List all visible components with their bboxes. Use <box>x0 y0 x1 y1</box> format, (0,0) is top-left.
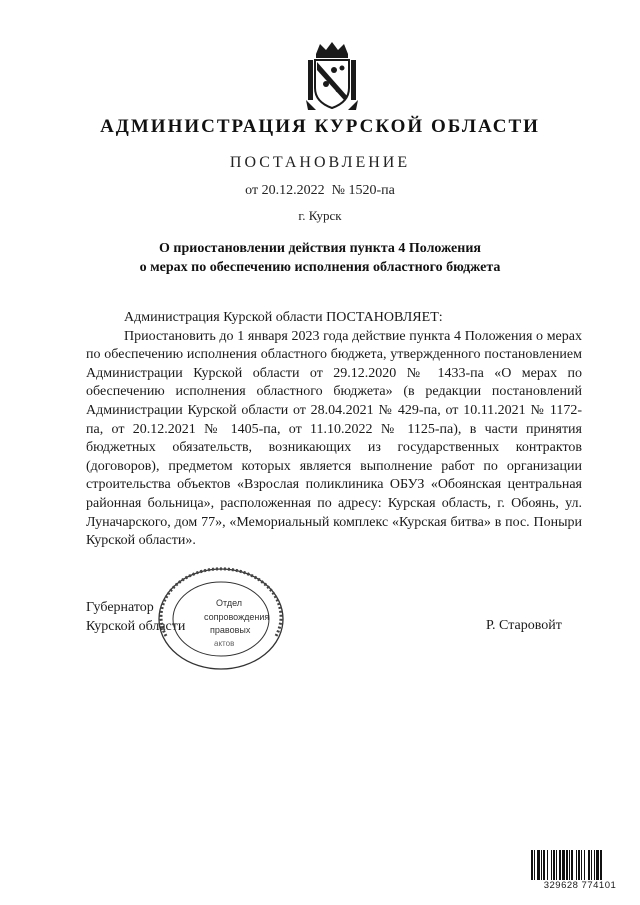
preamble: Администрация Курской области ПОСТАНОВЛЯЕТ: <box>124 310 443 325</box>
barcode-number: 329628 774101 <box>530 880 630 891</box>
document-body <box>86 309 582 551</box>
office-stamp <box>156 566 286 672</box>
signatory-title-line-2: Курской области <box>86 618 186 634</box>
document-city: г. Курск <box>298 208 342 223</box>
document-type: ПОСТАНОВЛЕНИЕ <box>229 154 411 171</box>
resolution-paragraph: Приостановить до 1 января 2023 года действие пункта 4 Положения о мерах по обеспечению исполнения областного бюджета, утвержденного постановлением Администрации Курской области от 29.12.2020 № 1433-па «О мерах по обеспечению исполнения областного бюджета» (в редакции постановлений Администрации Курской области от 28.04.2021 № 429-па, от 10.11.2021 № 1172-па, от 20.12.2021 № 1405-па, от 11.10.2022 № 1125-па), в части принятия бюджетных обязательств, возникающих из государственных контрактов (договоров), предметом которых является выполнение работ по организации строительства объектов «Взрослая поликлиника ОБУЗ «Обоянская центральная районная больница», расположенная по адресу: Курская область, г. Обоянь, ул. Луначарского, дом 77», «Мемориальный комплекс «Курская битва» в пос. Поныри Курской области». <box>86 328 582 549</box>
document-date-number: от 20.12.2022 № 1520-па <box>245 183 395 198</box>
subject-line-2: о мерах по обеспечению исполнения областного бюджета <box>139 260 501 275</box>
organization-title: АДМИНИСТРАЦИЯ КУРСКОЙ ОБЛАСТИ <box>100 116 540 137</box>
svg-text:актов: актов <box>214 639 235 648</box>
signatory-name: Р. Старовойт <box>486 618 562 633</box>
document-subject <box>0 239 640 277</box>
svg-text:Отдел: Отдел <box>216 598 243 608</box>
svg-text:правовых: правовых <box>210 625 251 635</box>
subject-line-1: О приостановлении действия пункта 4 Положения <box>159 241 481 256</box>
svg-text:сопровождения: сопровождения <box>204 612 270 622</box>
coat-of-arms-icon <box>304 40 360 112</box>
signatory-title-line-1: Губернатор <box>86 600 154 615</box>
